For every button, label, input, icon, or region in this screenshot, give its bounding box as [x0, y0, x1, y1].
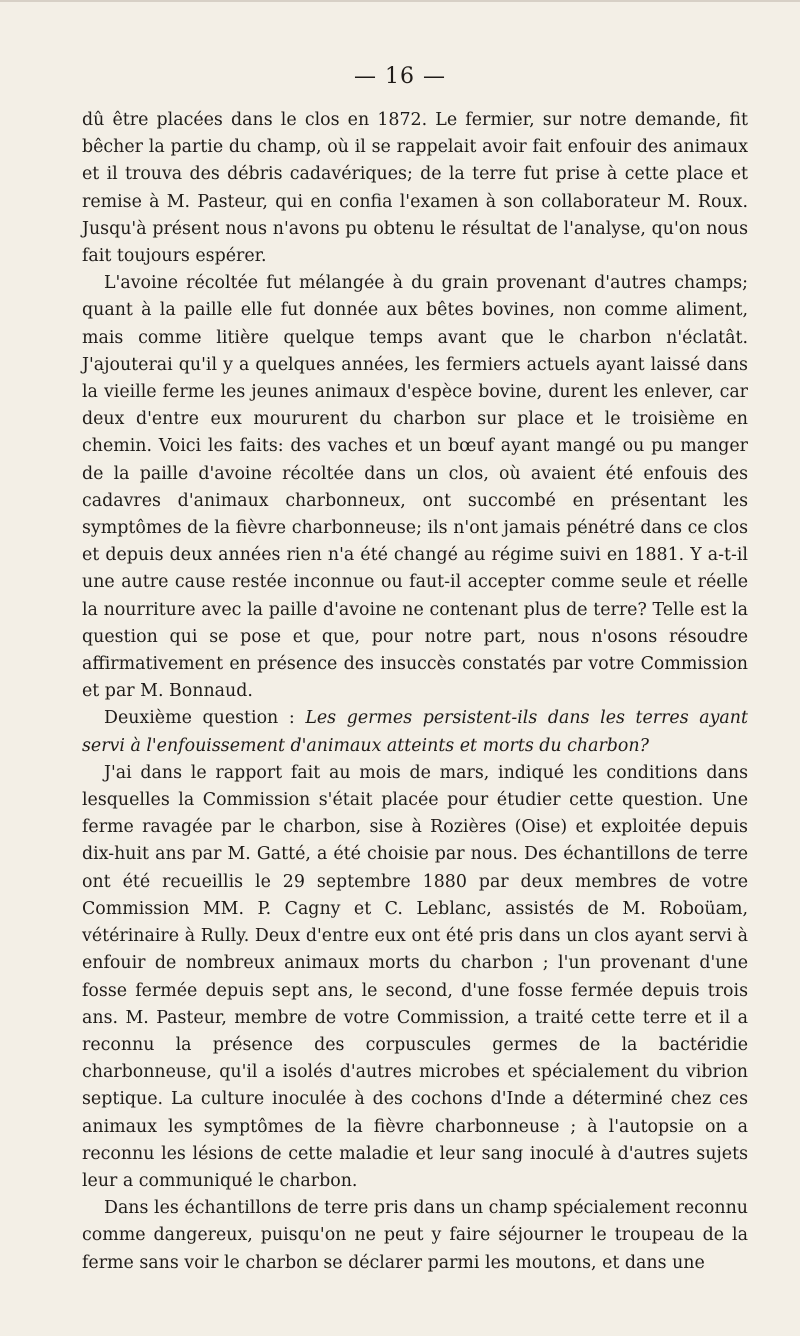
question-text: Les germes persistent-ils dans les terres ayant servi à l'enfouissement d'animaux atteints et morts du charbon? — [82, 708, 748, 756]
paragraph-5: Dans les échantillons de terre pris dans un champ spécialement reconnu comme dangereux, puisqu'on ne peut y faire séjourner le troupeau de la ferme sans voir le charbon se déclarer parmi les moutons, et dans une — [82, 1198, 748, 1273]
paragraph-2: L'avoine récoltée fut mélangée à du grain provenant d'autres champs; quant à la paille elle fut donnée aux bêtes bovines, non comme aliment, mais comme litière quelque temps avant que le charbon n'éclatât. J'ajouterai qu'il y a quelques années, les fermiers actuels ayant laissé dans la vieille ferme les jeunes animaux d'espèce bovine, durent les enlever, car deux d'entre eux moururent du charbon sur place et le troisième en chemin. Voici les faits: des vaches et un bœuf ayant mangé ou pu manger de la paille d'avoine récoltée dans un clos, où avaient été enfouis des cadavres d'animaux charbonneux, ont succombé en présentant les symptômes de la fièvre charbonneuse; ils n'ont jamais pénétré dans ce clos et depuis deux années rien n'a été changé au régime suivi en 1881. Y a-t-il une autre cause restée inconnue ou faut-il accepter comme seule et réelle la nourriture avec la paille d'avoine ne contenant plus de terre? Telle est la question qui se pose et que, pour notre part, nous n'osons résoudre affirmativement en présence des insuccès constatés par votre Commission et par M. Bonnaud. — [82, 273, 748, 702]
body-text — [82, 107, 748, 1277]
paragraph-4: J'ai dans le rapport fait au mois de mars, indiqué les conditions dans lesquelles la Commission s'était placée pour étudier cette question. Une ferme ravagée par le charbon, sise à Rozières (Oise) et exploitée depuis dix-huit ans par M. Gatté, a été choisie par nous. Des échantillons de terre ont été recueillis le 29 septembre 1880 par deux membres de votre Commission MM. P. Cagny et C. Leblanc, assistés de M. Roboüam, vétérinaire à Rully. Deux d'entre eux ont été pris dans un clos ayant servi à enfouir de nombreux animaux morts du charbon ; l'un provenant d'une fosse fermée depuis sept ans, le second, d'une fosse fermée depuis trois ans. M. Pasteur, membre de votre Commission, a traité cette terre et il a reconnu la présence des corpuscules germes de la bactéridie charbonneuse, qu'il a isolés d'autres microbes et spécialement du vibrion septique. La culture inoculée à des cochons d'Inde a déterminé chez ces animaux les symptômes de la fièvre charbonneuse ; à l'autopsie on a reconnu les lésions de cette maladie et leur sang inoculé à d'autres sujets leur a communiqué le charbon. — [82, 762, 748, 1191]
paragraph-3 — [82, 705, 748, 759]
paragraph-1: dû être placées dans le clos en 1872. Le fermier, sur notre demande, fit bêcher la partie du champ, où il se rappelait avoir fait enfouir des animaux et il trouva des débris cadavériques; de la terre fut prise à cette place et remise à M. Pasteur, qui en confia l'examen à son collaborateur M. Roux. Jusqu'à présent nous n'avons pu obtenu le résultat de l'analyse, qu'on nous fait toujours espérer. — [82, 110, 748, 267]
question-lead: Deuxième question : — [104, 708, 306, 729]
top-rule — [0, 0, 800, 2]
page-number: — 16 — — [354, 64, 446, 89]
